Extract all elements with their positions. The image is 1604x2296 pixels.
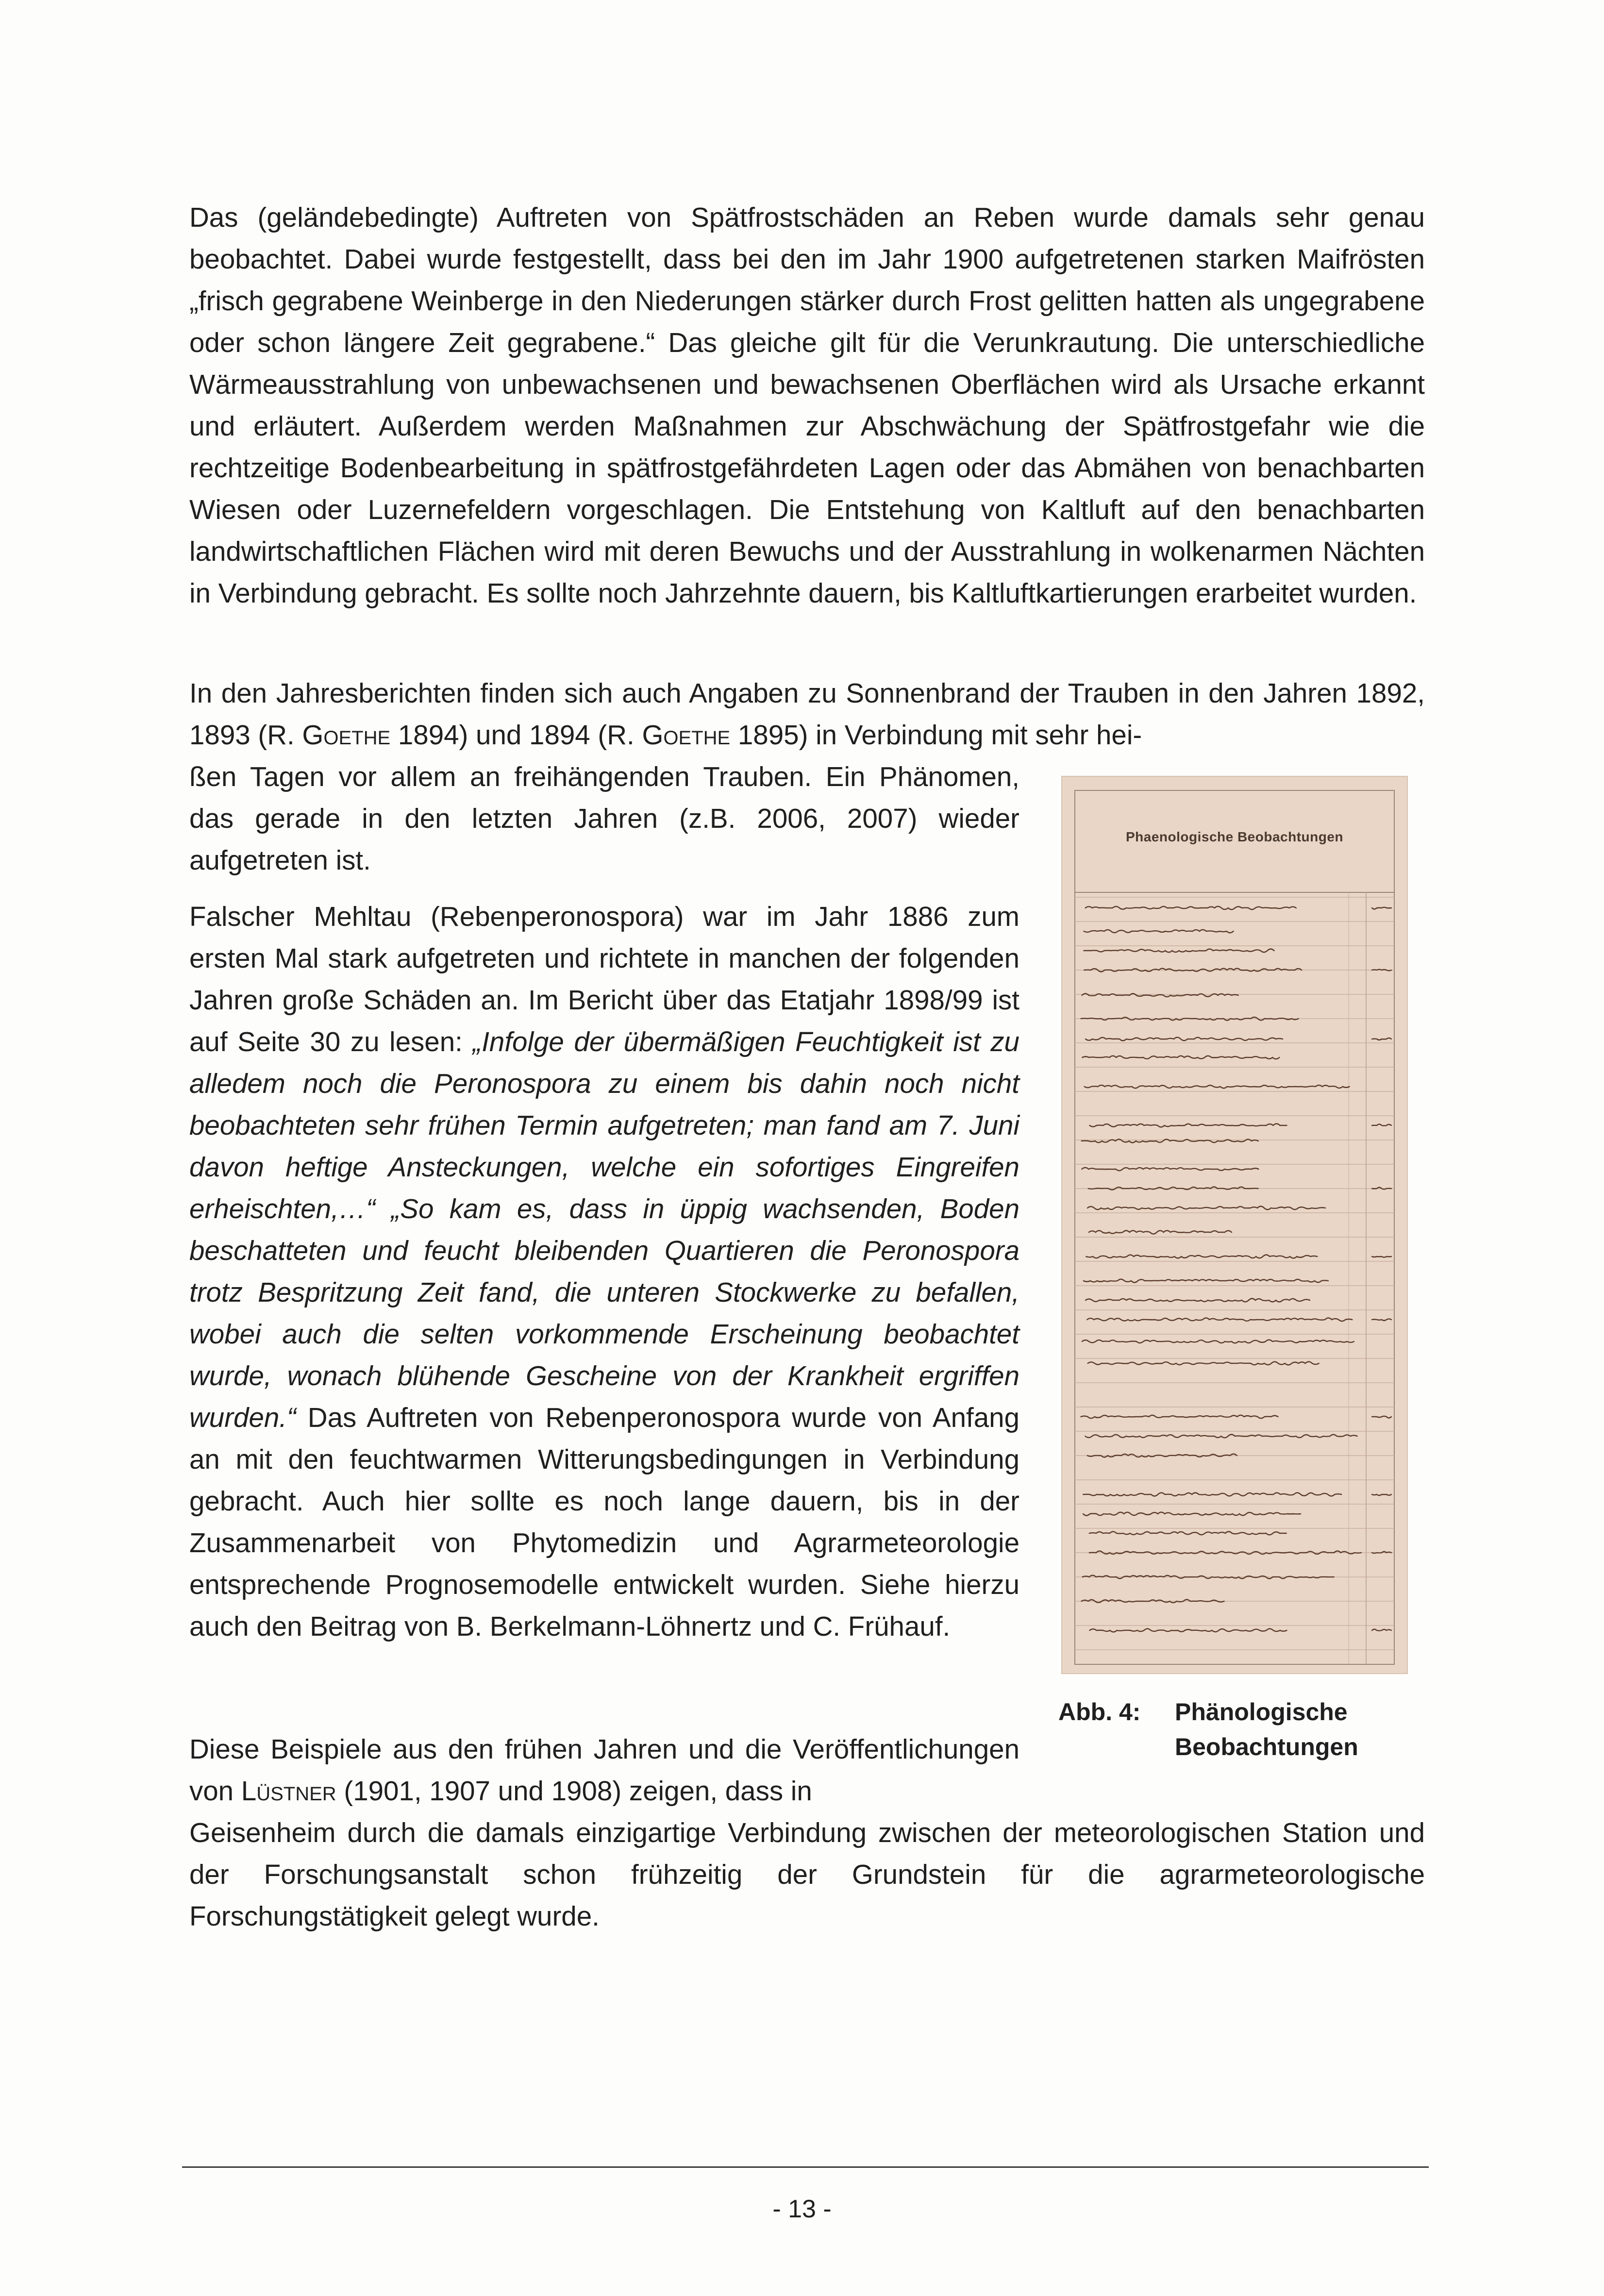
paragraph-mehltau [189, 896, 1019, 1647]
paragraph-sonnenbrand-part-a: In den Jahresberichten finden sich auch Angaben zu Sonnenbrand der Trauben in den Jahren 1892, 1893 (R. [189, 678, 1425, 750]
quote-jahresbericht: „Infolge der übermäßigen Feuchtigkeit ist zu alledem noch die Peronospora zu einem bis dahin noch nicht beobachteten sehr frühen Termin aufgetreten; man fand am 7. Juni davon heftige Ansteckungen, welche ein sofortiges Eingreifen erheischten,…“ „So kam es, dass in üppig wachsenden, Boden beschatteten und feucht bleibenden Quartieren die Peronospora trotz Bespritzung Zeit fand, die unteren Stockwerke zu befallen, wobei auch die selten vorkommende Erscheinung beobachtet wurde, wonach blühende Gescheine von der Krankheit ergriffen wurden.“ [189, 1026, 1019, 1433]
page-number: - 13 - [772, 2195, 832, 2223]
paragraph-mehltau-outro: Das Auftreten von Rebenperonospora wurde von Anfang an mit den feuchtwarmen Witterungsbedingungen in Verbindung gebracht. Auch hier sollte es noch lange dauern, bis in der Zusammenarbeit von Phytomedizin und Agrarmeteorologie entsprechende Prognosemodelle entwickelt wurden. Siehe hierzu auch den Beitrag von B. Berkelmann-Löhnertz und C. Frühauf. [189, 1402, 1019, 1642]
figure-caption-line-1: Phänologische [1175, 1698, 1348, 1726]
phenology-log-ruling [1061, 776, 1408, 1674]
author-name-goethe-2: Goethe [642, 720, 731, 750]
author-name-luestner: Lüstner [241, 1776, 336, 1806]
paragraph-spaetfrost: Das (geländebedingte) Auftreten von Spätfrostschäden an Reben wurde damals sehr genau beobachtet. Dabei wurde festgestellt, dass bei den im Jahr 1900 aufgetretenen starken Maifrösten „frisch gegrabene Weinberge in den Niederungen stärker durch Frost gelitten hatten als ungegrabene oder schon längere Zeit gegrabene.“ Das gleiche gilt für die Verunkrautung. Die unterschiedliche Wärmeausstrahlung von unbewachsenen und bewachsenen Oberflächen wird als Ursache erkannt und erläutert. Außerdem werden Maßnahmen zur Abschwächung der Spätfrostgefahr wie die rechtzeitige Bodenbearbeitung in spätfrostgefährdeten Lagen oder das Abmähen von benachbarten Wiesen oder Luzernefeldern vorgeschlagen. Die Entstehung von Kaltluft auf den benachbarten landwirtschaftlichen Flächen wird mit deren Bewuchs und der Ausstrahlung in wolkenarmen Nächten in Verbindung gebracht. Es sollte noch Jahrzehnte dauern, bis Kaltluftkartierungen erarbeitet wurden. [189, 202, 1425, 608]
paragraph-beispiele-part-a: Diese Beispiele aus den frühen Jahren und die Veröffentlichungen von [189, 1734, 1019, 1806]
paragraph-sonnenbrand [189, 672, 1425, 756]
figure-caption [1058, 1694, 1408, 1764]
figure-caption-line-2: Beobachtungen [1175, 1733, 1358, 1760]
paragraph-mehltau-intro: Falscher Mehltau (Rebenperonospora) war im Jahr 1886 zum ersten Mal stark aufgetreten und richtete in manchen der folgenden Jahren große Schäden an. Im Bericht über das Etatjahr 1898/99 ist auf Seite 30 zu lesen: [189, 901, 1019, 1057]
paragraph-beispiele-part-b: (1901, 1907 und 1908) zeigen, dass in [336, 1776, 812, 1806]
phenology-log-heading: Phaenologische Beobachtungen [1125, 829, 1344, 844]
paragraph-sonnenbrand-continued: ßen Tagen vor allem an freihängenden Trauben. Ein Phänomen, das gerade in den letzten Jahren (z.B. 2006, 2007) wieder aufgetreten ist. [189, 761, 1019, 875]
paragraph-sonnenbrand-part-c: 1895) in Verbindung mit sehr hei- [730, 720, 1142, 750]
figure-caption-label: Abb. 4: [1058, 1698, 1141, 1726]
phenology-log-image [1061, 776, 1408, 1674]
paragraph-sonnenbrand-part-b: 1894) und 1894 (R. [390, 720, 642, 750]
footer-rule [182, 2166, 1429, 2168]
paragraph-beispiele-continued: Geisenheim durch die damals einzigartige Verbindung zwischen der meteorologischen Station und der Forschungsanstalt schon frühzeitig der Grundstein für die agrarmeteorologische Forschungstätigkeit gelegt wurde. [189, 1817, 1425, 1931]
paragraph-beispiele [189, 1728, 1019, 1812]
author-name-goethe-1: Goethe [302, 720, 391, 750]
